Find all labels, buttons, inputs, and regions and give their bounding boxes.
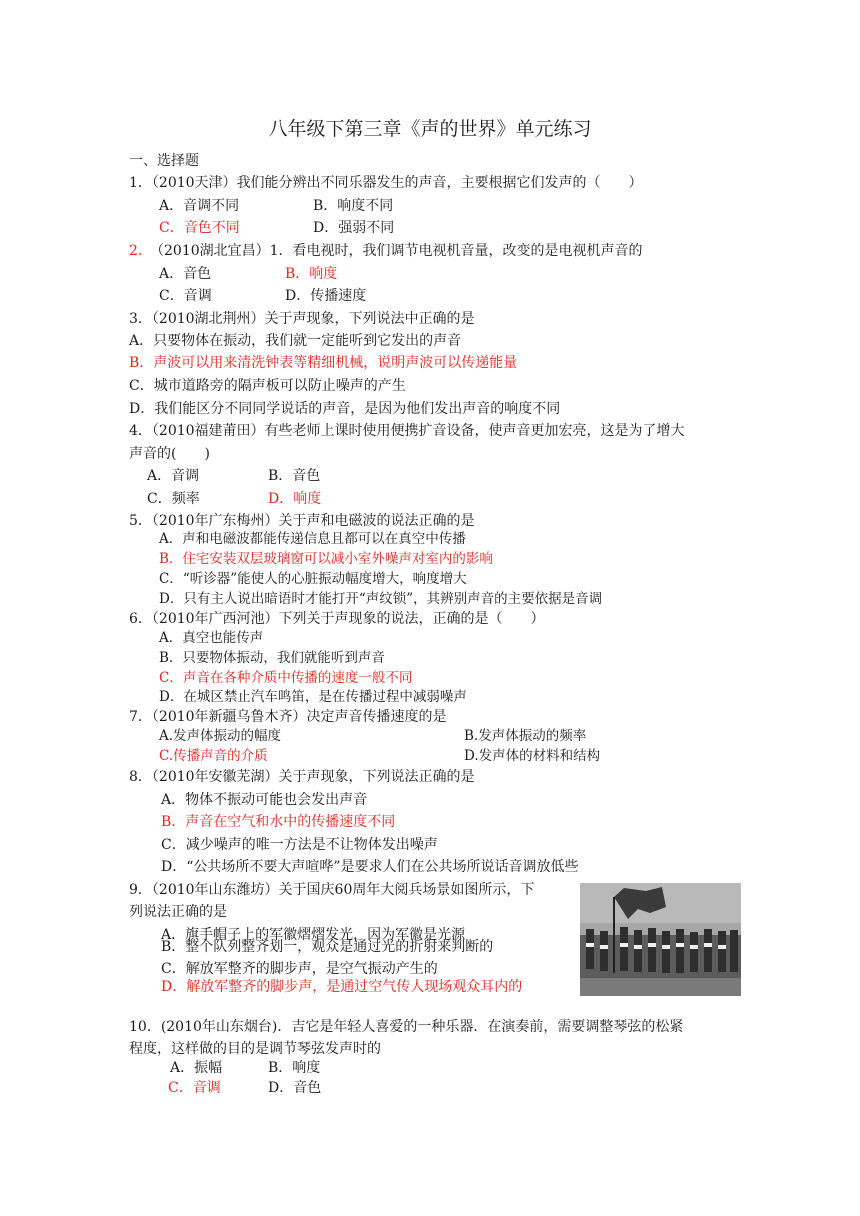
- q1-stem: 1．（2010天津）我们能分辨出不同乐器发生的声音，主要根据它们发声的（ ）: [129, 175, 643, 191]
- q4-option-c: C．频率: [147, 491, 200, 507]
- q10-option-b: B．响度: [268, 1060, 321, 1076]
- page-title: 八年级下第三章《声的世界》单元练习: [268, 118, 592, 140]
- q5-option-d: D．只有主人说出暗语时才能打开“声纹锁”，其辨别声音的主要依据是音调: [159, 591, 603, 607]
- q3-stem: 3．（2010湖北荆州）关于声现象，下列说法中正确的是: [129, 311, 475, 327]
- q10-option-c: C．音调: [168, 1080, 221, 1096]
- q8-option-a: A．物体不振动可能也会发出声音: [161, 792, 368, 808]
- q2-option-d: D．传播速度: [285, 288, 367, 304]
- q8-option-b: B．声音在空气和水中的传播速度不同: [161, 814, 396, 830]
- q4-option-b: B．音色: [268, 468, 321, 484]
- q7-stem: 7．（2010年新疆乌鲁木齐）决定声音传播速度的是: [129, 709, 447, 725]
- q10-option-d: D．音色: [268, 1080, 322, 1096]
- q9-stem-line2: 列说法正确的是: [129, 904, 227, 920]
- q2-option-c: C．音调: [159, 288, 212, 304]
- q5-option-b: B．住宅安装双层玻璃窗可以减小室外噪声对室内的影响: [159, 551, 493, 567]
- q4-option-d: D．响度: [268, 491, 322, 507]
- q10-stem-line1: 10．(2010年山东烟台)．吉它是年轻人喜爱的一种乐器．在演奏前，需要调整琴弦的松紧: [129, 1019, 684, 1035]
- q7-option-c: C.传播声音的介质: [159, 748, 268, 764]
- q5-option-a: A．声和电磁波都能传递信息且都可以在真空中传播: [159, 531, 466, 547]
- section-heading: 一、选择题: [129, 153, 199, 169]
- q4-stem-line1: 4．（2010福建莆田）有些老师上课时使用便携扩音设备，使声音更加宏亮，这是为了增大: [129, 423, 685, 439]
- q9-option-b: B．整个队列整齐划一，观众是通过光的折射来判断的: [161, 939, 494, 955]
- q3-option-d: D．我们能区分不同同学说话的声音，是因为他们发出声音的响度不同: [129, 401, 561, 417]
- q2-stem: （2010湖北宜昌）1．看电视时，我们调节电视机音量，改变的是电视机声音的: [150, 243, 643, 259]
- q1-option-c: C．音色不同: [159, 220, 240, 236]
- q7-option-d: D.发声体的材料和结构: [464, 748, 601, 764]
- q7-option-b: B.发声体振动的频率: [464, 728, 587, 744]
- q5-option-c: C．“听诊器”能使人的心脏振动幅度增大，响度增大: [159, 571, 467, 587]
- parade-illustration: [580, 883, 741, 996]
- q7-option-a: A.发声体振动的幅度: [159, 728, 282, 744]
- q8-option-d: D．“公共场所不要大声喧哗”是要求人们在公共场所说话音调放低些: [161, 859, 579, 875]
- q1-option-d: D．强弱不同: [313, 220, 395, 236]
- parade-photo: [580, 883, 741, 996]
- q2-option-b: B．响度: [285, 266, 338, 282]
- q10-stem-line2: 程度，这样做的目的是调节琴弦发声时的: [129, 1041, 381, 1057]
- q3-option-a: A．只要物体在振动，我们就一定能听到它发出的声音: [129, 333, 462, 349]
- q4-option-a: A．音调: [147, 468, 200, 484]
- q8-stem: 8．（2010年安徽芜湖）关于声现象，下列说法正确的是: [129, 769, 475, 785]
- q6-stem: 6．（2010年广西河池）下列关于声现象的说法，正确的是（ ）: [129, 611, 545, 627]
- q1-option-a: A．音调不同: [159, 198, 240, 214]
- q10-option-a: A．振幅: [170, 1060, 223, 1076]
- q9-option-d: D．解放军整齐的脚步声，是通过空气传人现场观众耳内的: [161, 979, 523, 995]
- q9-stem-line1: 9．（2010年山东潍坊）关于国庆60周年大阅兵场景如图所示，下: [129, 882, 535, 898]
- q3-option-b: B．声波可以用来清洗钟表等精细机械，说明声波可以传递能量: [129, 355, 518, 371]
- q1-option-b: B．响度不同: [313, 198, 394, 214]
- q9-option-a: A．旗手帽子上的军徽熠熠发光，因为军徽是光源: [161, 927, 466, 943]
- q5-stem: 5．（2010年广东梅州）关于声和电磁波的说法正确的是: [129, 513, 475, 529]
- q2-number: 2．: [129, 243, 152, 259]
- q4-stem-line2: 声音的( ): [129, 446, 210, 462]
- q6-option-b: B．只要物体振动，我们就能听到声音: [159, 650, 385, 666]
- q8-option-c: C．减少噪声的唯一方法是不让物体发出噪声: [161, 837, 438, 853]
- q6-option-c: C．声音在各种介质中传播的速度一般不同: [159, 670, 413, 686]
- q3-option-c: C．城市道路旁的隔声板可以防止噪声的产生: [129, 378, 406, 394]
- q9-option-c: C．解放军整齐的脚步声，是空气振动产生的: [161, 961, 438, 977]
- q6-option-a: A．真空也能传声: [159, 630, 264, 646]
- q6-option-d: D．在城区禁止汽车鸣笛，是在传播过程中减弱噪声: [159, 689, 467, 705]
- q2-option-a: A．音色: [159, 266, 212, 282]
